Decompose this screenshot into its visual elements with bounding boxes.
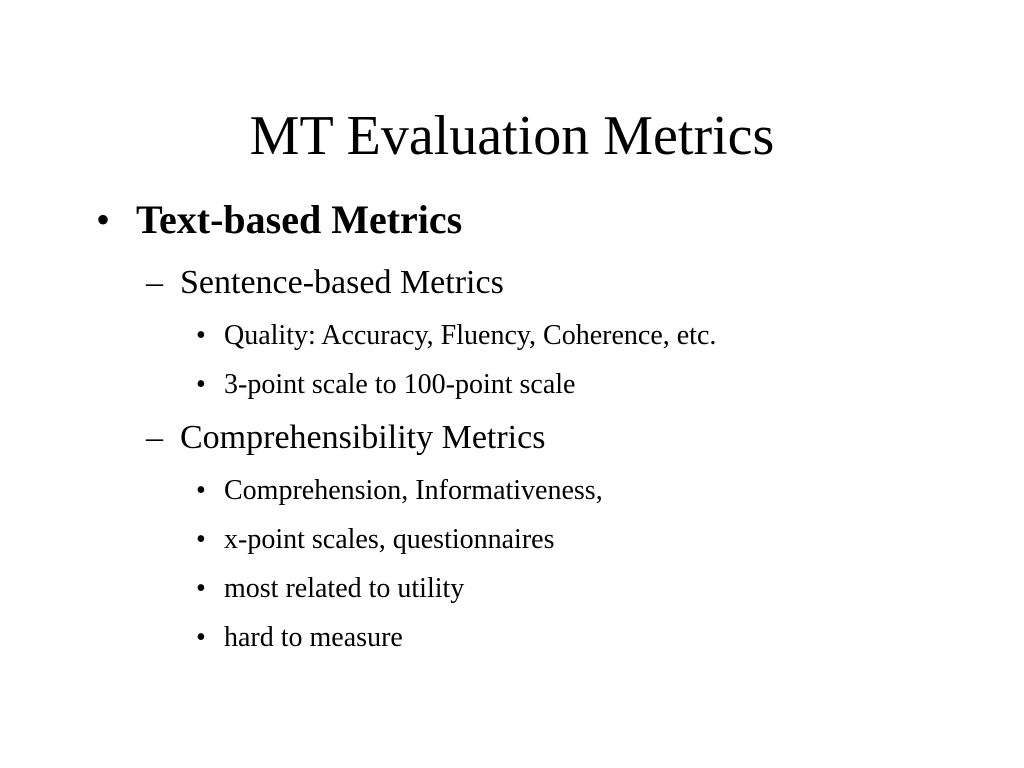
subsubbullet-hard-to-measure — [196, 621, 403, 655]
subbullet-label: Sentence-based Metrics — [180, 264, 504, 301]
bullet-text-based-metrics — [96, 196, 462, 244]
subsubbullet-utility — [196, 572, 464, 606]
subsubbullet-comprehension — [196, 474, 603, 508]
subsubbullet-scale — [196, 368, 575, 402]
slide-title: MT Evaluation Metrics — [249, 105, 775, 167]
subbullet-sentence-based-metrics — [146, 263, 504, 303]
bullet-marker: • — [196, 622, 206, 653]
subsubbullet-label: Comprehension, Informativeness, — [224, 475, 603, 506]
subsubbullet-label: 3-point scale to 100-point scale — [224, 369, 576, 400]
bullet-marker: • — [196, 475, 206, 506]
subbullet-label: Comprehensibility Metrics — [180, 419, 546, 456]
subsubbullet-label: Quality: Accuracy, Fluency, Coherence, etc. — [224, 320, 717, 351]
bullet-marker: • — [196, 369, 206, 400]
subbullet-comprehensibility-metrics — [146, 418, 545, 458]
bullet-marker: • — [196, 524, 206, 555]
subsubbullet-label: most related to utility — [224, 573, 465, 604]
subsubbullet-quality — [196, 319, 716, 353]
bullet-marker: • — [196, 320, 206, 351]
bullet-marker: • — [196, 573, 206, 604]
subsubbullet-x-point-scales — [196, 523, 554, 557]
subsubbullet-label: x-point scales, questionnaires — [224, 524, 555, 555]
bullet-label: Text-based Metrics — [136, 197, 463, 242]
subsubbullet-label: hard to measure — [224, 622, 403, 653]
dash-marker: – — [146, 264, 163, 301]
dash-marker: – — [146, 419, 163, 456]
bullet-marker: • — [96, 197, 111, 242]
